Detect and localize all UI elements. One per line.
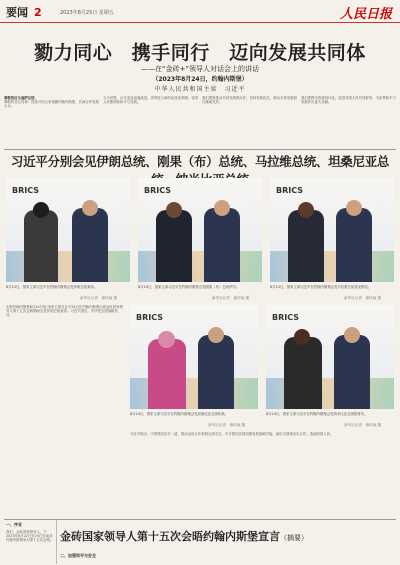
speech-column: 尊敬的拉马福萨总统， 尊敬的各位同事：很高兴同大家相聚约翰内斯堡，共商合作发展大计。 <box>4 96 99 109</box>
photo-credit: 新华社记者 谢环驰 摄 <box>344 296 382 300</box>
issue-date: 2023年8月25日 星期五 <box>60 10 114 16</box>
preface-title: 一、序言 <box>6 522 22 527</box>
photo-credit: 新华社记者 谢环驰 摄 <box>80 296 118 300</box>
person-figure <box>24 210 58 282</box>
person-figure <box>336 208 372 282</box>
person-head <box>158 331 175 348</box>
person-head <box>82 200 98 216</box>
photo-caption: 8月24日，国家主席习近平在约翰内斯堡会见马拉维总统查克维拉。 <box>270 285 372 289</box>
divider <box>4 519 396 520</box>
speech-column: 我们要做推动共同发展的伙伴，坚持发展优先，推动全球发展倡议落地见效。 <box>202 96 297 105</box>
speech-date: （2023年8月24日，约翰内斯堡） <box>152 76 248 83</box>
person-head <box>214 200 230 216</box>
brics-logo: BRICS <box>276 186 304 195</box>
meetings-headline: 习近平分别会见伊朗总统、刚果（布）总统、马拉维总统、坦桑尼亚总 <box>10 154 390 169</box>
person-head <box>344 327 360 343</box>
article-text-right: 习近平指出，中国愿同各方一道，推动金砖合作机制走深走实。中方愿同各国加强发展战略对接，深化各领域务实合作，造福两国人民。 <box>130 432 334 436</box>
photo-credit: 新华社记者 谢环驰 摄 <box>212 296 250 300</box>
photo-tanzania <box>130 305 258 409</box>
brics-logo: BRICS <box>144 186 172 195</box>
divider <box>4 149 396 150</box>
person-figure <box>284 337 322 409</box>
subtitle: ——在“金砖+”领导人对话会上的讲话 <box>140 65 260 73</box>
page-number: 2 <box>34 6 42 19</box>
photo-caption: 8月24日，国家主席习近平在约翰内斯堡会见刚果（布）总统萨苏。 <box>138 285 240 289</box>
person-head <box>346 200 362 216</box>
speech-column: 我们要携手推进现代化，促进各国人民共同繁荣，为世界和平与发展作出更大贡献。 <box>301 96 396 105</box>
photo-credit: 新华社记者 谢环驰 摄 <box>208 423 246 427</box>
author-line: 中华人民共和国主席 习近平 <box>154 86 246 93</box>
person-figure <box>288 210 324 282</box>
person-figure <box>72 208 108 282</box>
person-head <box>208 327 224 343</box>
person-head <box>298 202 314 218</box>
person-head <box>166 202 182 218</box>
page-header <box>0 0 400 23</box>
main-headline: 勠力同心 携手同行 迈向发展共同体 <box>34 42 366 64</box>
person-head <box>294 329 310 345</box>
photo-caption: 8月24日，国家主席习近平在约翰内斯堡会见纳米比亚总统根哥布。 <box>266 412 368 416</box>
person-figure <box>156 210 192 282</box>
speech-lead: 尊敬的拉马福萨总统， <box>4 96 38 100</box>
declaration-headline: 金砖国家领导人第十五次会晤约翰内斯堡宣言（摘要） <box>60 530 308 543</box>
brics-logo: BRICS <box>272 313 300 322</box>
photo-caption: 8月24日，国家主席习近平在约翰内斯堡会见坦桑尼亚总统哈桑。 <box>130 412 229 416</box>
photo-congo <box>138 178 262 282</box>
person-figure <box>334 335 370 409</box>
section-title: 要闻 2 <box>6 6 42 19</box>
speech-columns <box>4 96 396 148</box>
person-figure <box>148 339 186 409</box>
photo-caption: 8月24日，国家主席习近平在约翰内斯堡会见伊朗总统莱希。 <box>6 285 98 289</box>
article-text-left: 本报约翰内斯堡8月24日电 国家主席习近平24日在约翰内斯堡出席金砖国家领导人第十五次会晤期间会见伊朗总统莱希。习近平指出，中伊是全面战略伙伴。 <box>6 305 123 318</box>
brics-logo: BRICS <box>136 313 164 322</box>
newspaper-logo: 人民日报 <box>339 7 392 22</box>
photo-credit: 新华社记者 谢环驰 摄 <box>344 423 382 427</box>
person-figure <box>198 335 234 409</box>
speech-column: 当今世界，百年变局加速演进，世界进入新的动荡变革期。各国人民都期待和平与发展。 <box>103 96 198 105</box>
person-figure <box>204 208 240 282</box>
photo-namibia <box>266 305 394 409</box>
section-subtitle: 二、加强和平与安全 <box>60 553 96 558</box>
photo-iran <box>6 178 130 282</box>
abstract-tag: （摘要） <box>280 534 308 542</box>
bottom-left-box <box>4 520 57 564</box>
photo-malawi <box>270 178 394 282</box>
preface-text: 我们，金砖国家领导人，于2023年8月22日至24日在南非约翰内斯堡举行第十五次会晤。 <box>6 530 54 543</box>
person-head <box>33 202 49 218</box>
brics-logo: BRICS <box>12 186 40 195</box>
